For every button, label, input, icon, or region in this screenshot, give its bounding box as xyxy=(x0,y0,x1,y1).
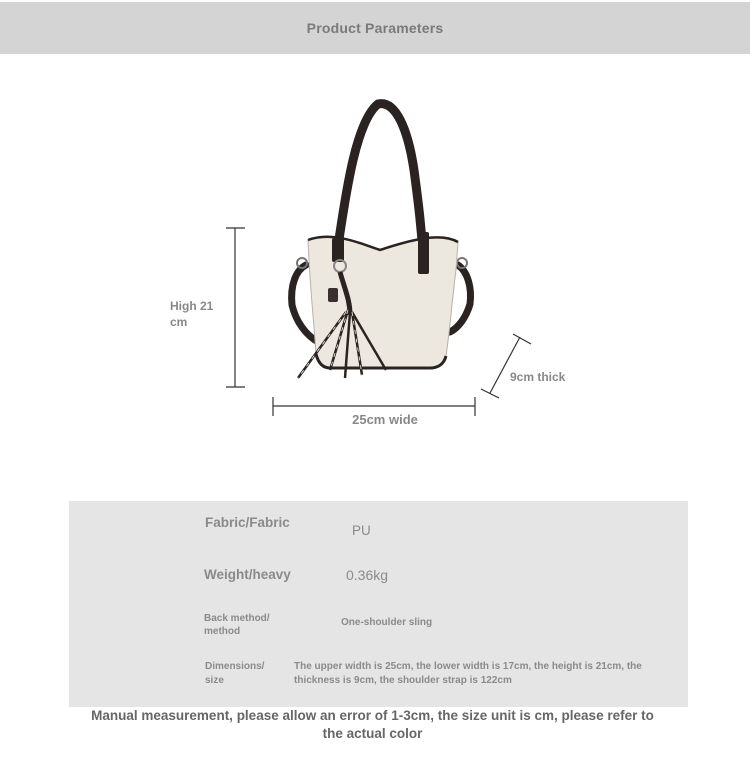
dimensions-value: The upper width is 25cm, the lower width is 17cm, the height is 21cm, the thickness is 9cm, the shoulder strap is 122cm xyxy=(294,661,642,686)
thickness-label: 9cm thick xyxy=(510,370,566,384)
back-method-value: One-shoulder sling xyxy=(341,617,433,628)
page-title: Product Parameters xyxy=(306,20,444,36)
measurement-note: Manual measurement, please allow an error of 1-3cm, the size unit is cm, please refer to the actual color xyxy=(91,708,654,741)
bag-illustration xyxy=(0,60,750,460)
product-figure xyxy=(0,60,750,460)
fabric-label: Fabric/Fabric xyxy=(205,515,290,530)
dimensions-label: Dimensions/ size xyxy=(205,661,265,686)
height-dimension-line xyxy=(226,228,245,387)
fabric-value: PU xyxy=(352,523,371,538)
thickness-dimension-line xyxy=(481,334,531,398)
header-bar xyxy=(0,2,750,54)
weight-label: Weight/heavy xyxy=(204,567,291,582)
parameter-table xyxy=(69,501,688,707)
width-label: 25cm wide xyxy=(352,412,418,427)
height-label: High 21 cm xyxy=(170,299,214,329)
weight-value: 0.36kg xyxy=(346,567,389,583)
bag-body xyxy=(308,237,458,368)
back-method-label: Back method/ method xyxy=(204,613,270,637)
